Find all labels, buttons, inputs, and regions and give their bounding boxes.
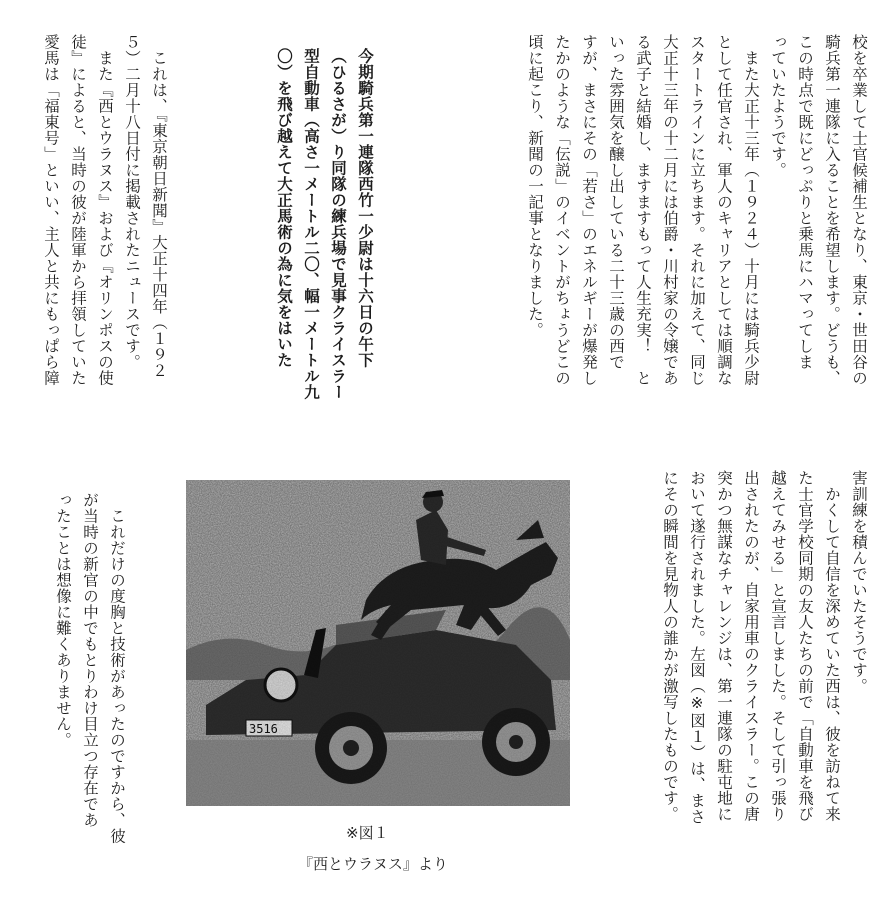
upper-left-col-4: 徒』によると、当時の彼が陸軍から拝領していた: [69, 34, 87, 386]
upper-right-col-5: また大正十三年（１９２４）十月には騎兵少尉: [742, 34, 760, 386]
upper-right-col-11: すが、まさにその「若さ」のエネルギーが爆発し: [580, 34, 598, 386]
upper-left-col-1: これは、『東京朝日新聞』大正十四年（１９２: [150, 34, 168, 379]
lower-left-col-2: が当時の新官の中でもとりわけ目立つ存在であ: [81, 492, 99, 828]
lower-right-col-3: た士官学校同期の友人たちの前で「自動車を飛び: [796, 470, 814, 822]
upper-right-col-9: る武子と結婚し、ますますもって人生充実！ と: [634, 34, 652, 386]
lower-right-col-4: 越えてみせる」と宣言しました。そして引っ張り: [769, 470, 787, 822]
upper-right-col-8: 大正十三年の十二月には伯爵・川村家の令嬢であ: [661, 34, 679, 386]
lower-right-col-2: かくして自信を深めていた西は、彼を訪ねて来: [823, 470, 841, 822]
lower-right-col-8: にその瞬間を見物人の誰かが激写したものです。: [661, 470, 679, 822]
lower-right-col-1: 害訓練を積んでいたそうです。: [850, 470, 868, 694]
upper-right-col-3: この時点で既にどっぷりと乗馬にハマってしま: [796, 34, 814, 370]
newspaper-quote-col-2: （ひるさが）り同隊の練兵場で見事クライスラー: [329, 48, 347, 400]
upper-right-col-4: っていたようです。: [769, 34, 787, 178]
upper-right-col-12: たかのような「伝説」のイベントがちょうどこの: [553, 34, 571, 386]
figure-source: 『西とウラヌス』より: [298, 855, 448, 873]
lower-right-col-7: おいて遂行されました。左図（※図１）は、まさ: [688, 470, 706, 825]
horse-jumping-car-photo: [186, 480, 570, 806]
newspaper-quote-col-3: 型自動車（高さ一メートル二〇、幅一メートル九: [302, 48, 320, 400]
upper-right-col-6: として任官され、軍人のキャリアとしては順調な: [715, 34, 733, 386]
upper-left-col-3: また『西とウラヌス』および『オリンポスの使: [96, 34, 114, 386]
upper-left-col-5: 愛馬は「福東号」といい、主人と共にもっぱら障: [42, 34, 60, 386]
upper-right-col-10: いった雰囲気を醸し出している二十三歳の西で: [607, 34, 625, 370]
upper-right-col-7: スタートラインに立ちます。それに加えて、同じ: [688, 34, 706, 386]
upper-right-col-2: 騎兵第一連隊に入ることを希望します。どうも、: [823, 34, 841, 386]
lower-left-col-1: これだけの度胸と技術があったのですから、彼: [108, 492, 126, 844]
lower-left-col-3: ったことは想像に難くありません。: [54, 492, 72, 748]
newspaper-quote-col-1: 今期騎兵第一連隊西竹一少尉は十六日の午下: [356, 48, 374, 368]
upper-left-col-2: ５）二月十八日付に掲載されたニュースです。: [123, 34, 141, 370]
lower-right-col-6: 突かつ無謀なチャレンジは、第一連隊の駐屯地に: [715, 470, 733, 822]
newspaper-quote-col-4: 〇）を飛び越えて大正馬術の為に気をはいた: [275, 48, 293, 368]
upper-right-col-1: 校を卒業して士官候補生となり、東京・世田谷の: [850, 34, 868, 386]
figure-label: ※図１: [346, 824, 389, 842]
lower-right-col-5: 出されたのが、自家用車のクライスラー。この唐: [742, 470, 760, 822]
upper-right-col-13: 頃に起こり、新聞の一記事となりました。: [526, 34, 544, 338]
